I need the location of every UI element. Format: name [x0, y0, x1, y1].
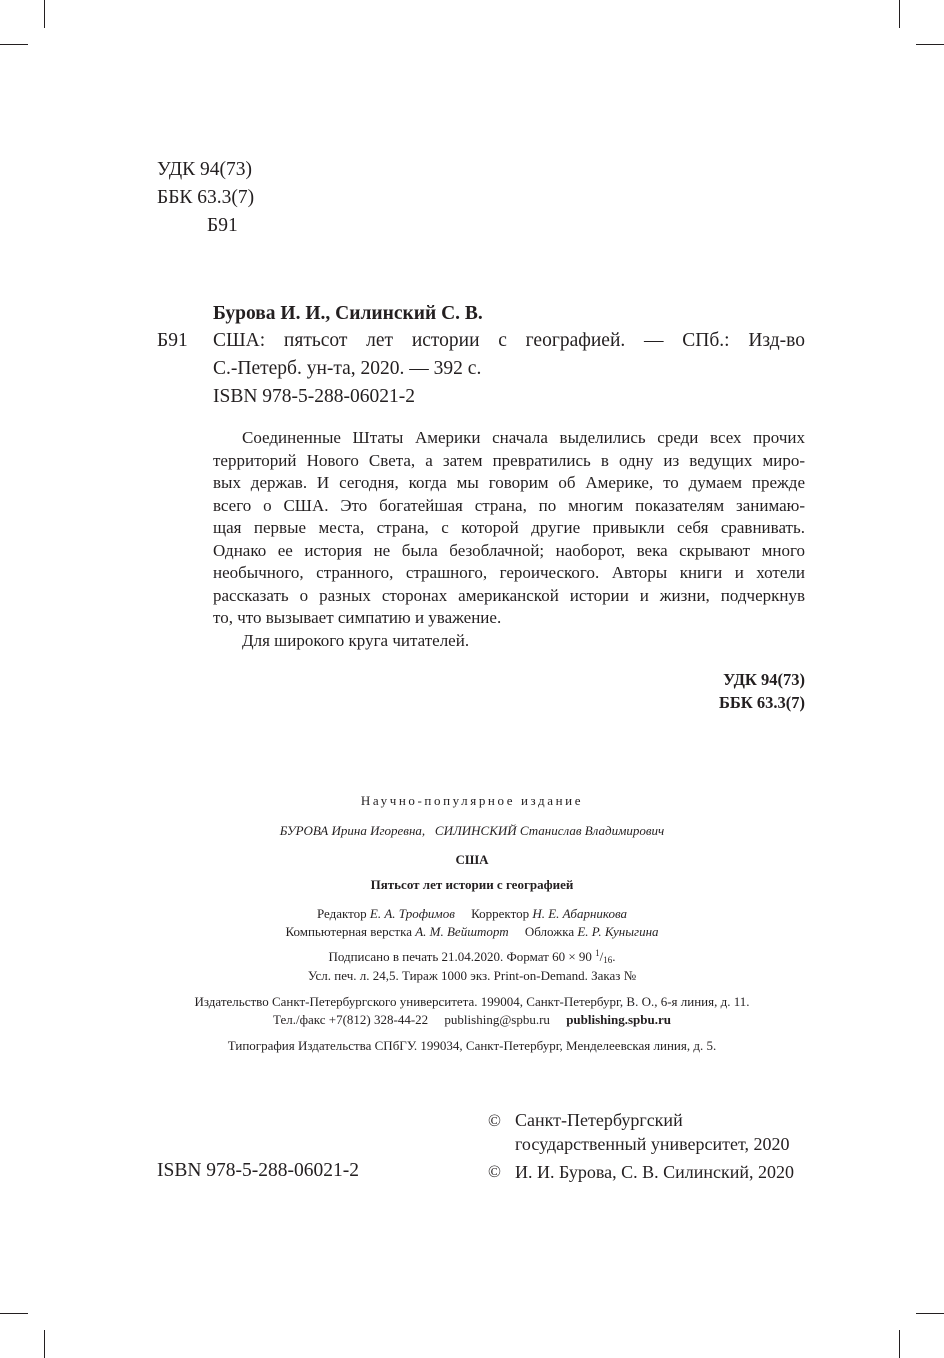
abstract-line: Соединенные Штаты Америки сначала выделились среди всех прочих: [242, 428, 805, 447]
footer-isbn: ISBN 978-5-288-06021-2: [157, 1160, 360, 1181]
crop-mark: [899, 0, 900, 28]
bbk-code: ББК 63.3(7): [157, 187, 255, 208]
typography-address: Типография Издательства СПбГУ. 199034, Санкт-Петербург, Менделеевская линия, д. 5.: [227, 1038, 717, 1053]
bbk-bold: ББК 63.3(7): [718, 693, 805, 712]
abstract-line: Однако ее история не была безоблачной; наоборот, века скрывают много: [213, 540, 805, 560]
author1-surname: БУРОВА: [279, 823, 329, 838]
authors-heading: Бурова И. И., Силинский С. В.: [213, 303, 483, 324]
signed-text: Подписано в печать 21.04.2020. Формат 60 × 90: [328, 949, 592, 964]
layout-line: [0, 924, 944, 939]
email-link[interactable]: publishing@spbu.ru: [444, 1012, 550, 1027]
abstract-line: территорий Нового Света, а затем превратились в одну из ведущих миро-: [213, 450, 805, 470]
crop-mark: [916, 44, 944, 45]
abstract-line: рассказать о разных сторонах американской истории и жизни, подчеркнув: [213, 585, 805, 605]
format-numerator: 1: [595, 948, 600, 958]
imprint-title: США: [455, 852, 489, 867]
copyright-holder-2: И. И. Бурова, С. В. Силинский, 2020: [515, 1162, 795, 1182]
layout-label: Компьютерная верстка: [285, 924, 412, 939]
editor-name: Е. А. Трофимов: [369, 906, 455, 921]
phone: Тел./факс +7(812) 328-44-22: [273, 1012, 429, 1027]
edition-genre: Научно-популярное издание: [360, 793, 584, 808]
copyright-line: государственный университет, 2020: [515, 1134, 790, 1154]
crop-mark: [916, 1313, 944, 1314]
imprint-subtitle: Пятьсот лет истории с географией: [370, 877, 574, 892]
cover-name: Е. Р. Куныгина: [577, 924, 659, 939]
format-denominator: 16: [603, 955, 613, 965]
author-mark: Б91: [207, 215, 238, 236]
abstract-line: всего о США. Это богатейшая страна, по многим показателям занимаю-: [213, 495, 805, 515]
corrector-label: Корректор: [471, 906, 530, 921]
copyright-icon: ©: [488, 1111, 501, 1130]
abstract-line: вых держав. И сегодня, когда мы говорим об Америке, то думаем прежде: [213, 473, 805, 492]
copyright-icon: ©: [488, 1162, 501, 1181]
corrector-name: Н. Е. Абарникова: [532, 906, 628, 921]
crop-mark: [0, 1313, 28, 1314]
abstract-line: необычного, странного, страшного, героического. Авторы книги и хотели: [213, 563, 805, 582]
editor-label: Редактор: [316, 906, 367, 921]
crop-mark: [44, 1330, 45, 1358]
bib-isbn: ISBN 978-5-288-06021-2: [213, 386, 416, 407]
copyright-holder-1: [515, 1108, 790, 1156]
publisher-address: Издательство Санкт-Петербургского университета. 199004, Санкт-Петербург, В. О., 6-я линия, д. 11.: [194, 994, 750, 1009]
print-info: Усл. печ. л. 24,5. Тираж 1000 экз. Print-on-Demand. Заказ №: [307, 968, 637, 983]
bib-title-line: С.-Петерб. ун-та, 2020. — 392 с.: [213, 358, 482, 379]
copyright-line: Санкт-Петербургский: [515, 1110, 683, 1130]
imprint-authors: [0, 823, 944, 838]
abstract-line: щая первые места, страна, с которой другие привыкли себя сравнивать.: [213, 518, 805, 537]
layout-name: А. М. Вейшторт: [415, 924, 509, 939]
signed-line: Подписано в печать 21.04.2020. Формат 60 × 90 $^1$/16.: [328, 948, 616, 965]
bib-title-line: США: пятьсот лет истории с географией. — СПб.: Изд-во: [213, 330, 805, 351]
bib-author-mark: Б91: [157, 330, 188, 351]
author2-surname: СИЛИНСКИЙ: [434, 823, 517, 838]
abstract: [213, 427, 805, 652]
audience-note: Для широкого круга читателей.: [242, 630, 470, 650]
author1-name: Ирина Игоревна,: [331, 823, 426, 838]
crop-mark: [44, 0, 45, 28]
crop-mark: [0, 44, 28, 45]
abstract-line: то, что вызывает симпатию и уважение.: [213, 608, 502, 627]
cover-label: Обложка: [524, 924, 575, 939]
website-link[interactable]: publishing.spbu.ru: [566, 1012, 671, 1027]
contacts-line: [0, 1012, 944, 1027]
editors-line: [0, 906, 944, 921]
crop-mark: [899, 1330, 900, 1358]
udk-bold: УДК 94(73): [723, 670, 805, 689]
udk-code: УДК 94(73): [157, 159, 253, 180]
author2-name: Станислав Владимирович: [519, 823, 665, 838]
